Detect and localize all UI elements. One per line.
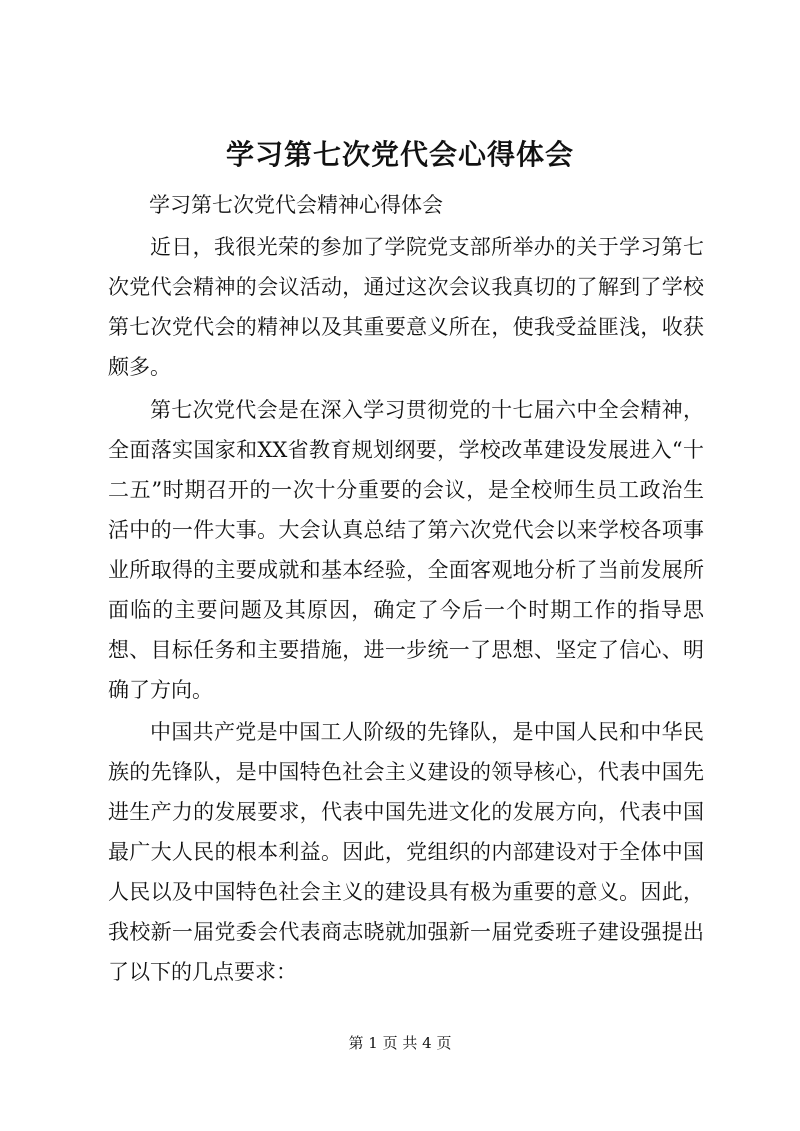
paragraph-3: 中国共产党是中国工人阶级的先锋队，是中国人民和中华民族的先锋队，是中国特色社会主义建设的领导核心，代表中国先进生产力的发展要求，代表中国先进文化的发展方向，代表中国最广大人民的根本利益。因此，党组织的内部建设对于全体中国人民以及中国特色社会主义的建设具有极为重要的意义。因此，我校新一届党委会代表商志晓就加强新一届党委班子建设强提出了以下的几点要求：: [108, 720, 704, 984]
paragraph-1: 近日，我很光荣的参加了学院党支部所举办的关于学习第七次党代会精神的会议活动，通过这次会议我真切的了解到了学校第七次党代会的精神以及其重要意义所在，使我受益匪浅，收获颇多。: [108, 235, 704, 379]
paragraph-2: 第七次党代会是在深入学习贯彻党的十七届六中全会精神，全面落实国家和XX省教育规划纲要，学校改革建设发展进入“十二五”时期召开的一次十分重要的会议，是全校师生员工政治生活中的一件大事。大会认真总结了第六次党代会以来学校各项事业所取得的主要成就和基本经验，全面客观地分析了当前发展所面临的主要问题及其原因，确定了今后一个时期工作的指导思想、目标任务和主要措施，进一步统一了思想、坚定了信心、明确了方向。: [108, 398, 704, 702]
document-title: 学习第七次党代会心得体会: [225, 138, 574, 171]
document-subtitle: 学习第七次党代会精神心得体会: [149, 193, 443, 217]
page-footer: 第 1 页 共 4 页: [348, 1034, 452, 1052]
